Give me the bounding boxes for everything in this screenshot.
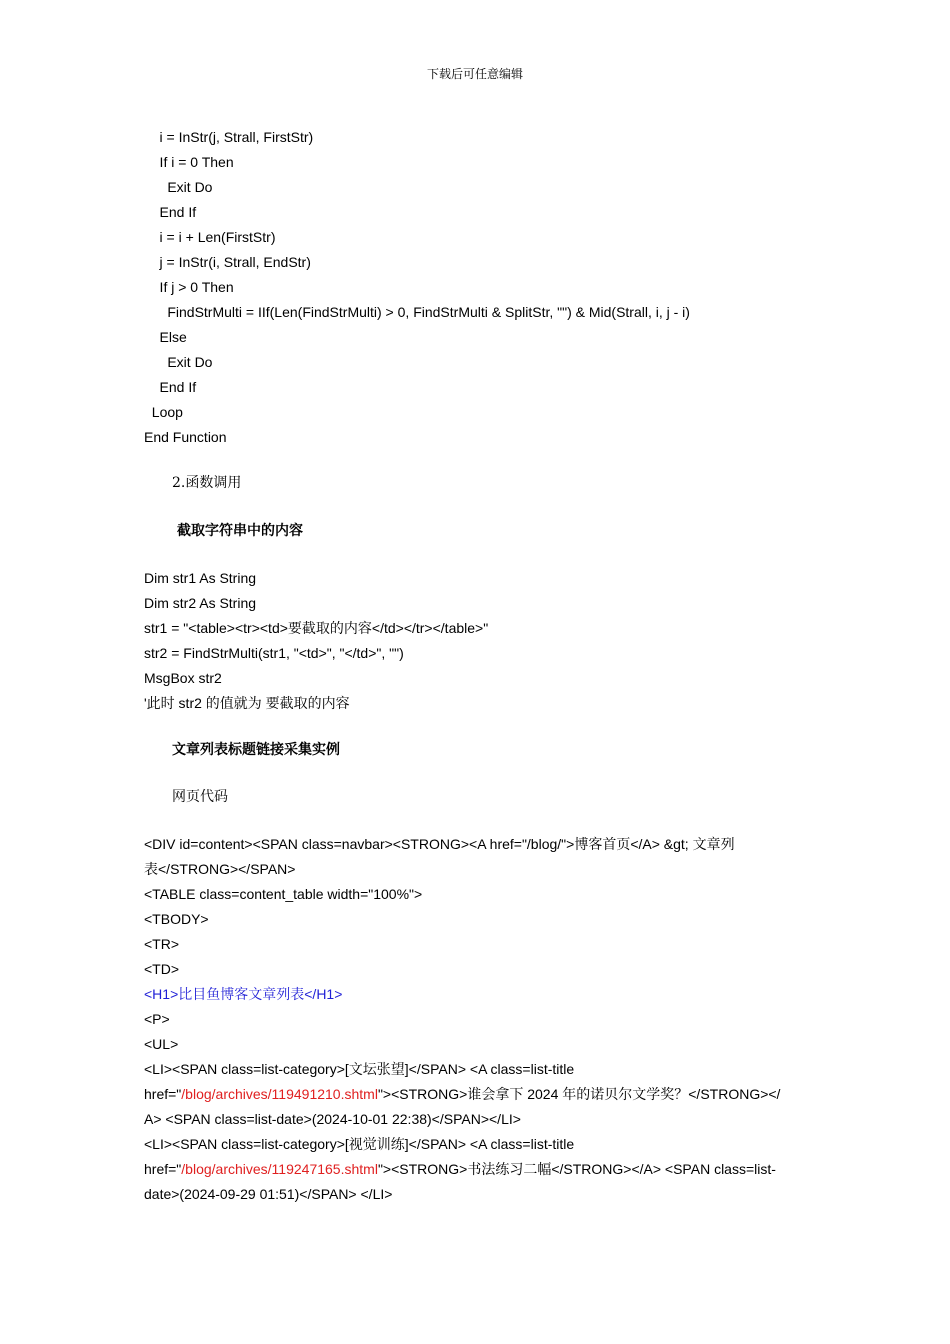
h1-open-tag: <H1> [144,986,179,1002]
code-line: MsgBox str2 [144,670,222,686]
html-code-line: <TABLE class=content_table width="100%"> [144,886,423,902]
html-code-line: <P> [144,1011,170,1027]
code-line: j = InStr(i, Strall, EndStr) [144,254,311,270]
html-code-line: <TD> [144,961,180,977]
code-line: Exit Do [144,179,213,195]
code-line: Dim str1 As String [144,570,257,586]
html-code-line: <DIV id=content><SPAN class=navbar><STRONG><A href="/blog/">博客首页</A> &gt; 文章列 [144,836,735,852]
html-code-line: 表</STRONG></SPAN> [144,861,296,877]
html-code-h1-line [144,985,342,1003]
section-title-function-call: 2.函数调用 [172,475,242,491]
code-line: If j > 0 Then [144,279,234,295]
h1-close-tag: </H1> [304,986,343,1002]
article-url: /blog/archives/119491210.shtml [181,1086,378,1102]
h1-text: 比目鱼博客文章列表 [178,986,305,1002]
section-title-extract: 截取字符串中的内容 [177,523,303,539]
code-line: Dim str2 As String [144,595,257,611]
code-line: str1 = "<table><tr><td>要截取的内容</td></tr></table>" [144,620,489,636]
code-line: str2 = FindStrMulti(str1, "<td>", "</td>", "") [144,645,404,661]
article-url: /blog/archives/119247165.shtml [181,1161,378,1177]
html-code-line [144,1160,776,1178]
html-code-line: <UL> [144,1036,179,1052]
html-code-line: <TBODY> [144,911,209,927]
html-code-line: date>(2024-09-29 01:51)</SPAN> </LI> [144,1186,393,1202]
code-line: End Function [144,429,227,445]
section-title-source: 网页代码 [172,789,228,805]
code-line: If i = 0 Then [144,154,234,170]
html-code-line: <TR> [144,936,180,952]
code-line: Else [144,329,187,345]
code-line: FindStrMulti = IIf(Len(FindStrMulti) > 0, FindStrMulti & SplitStr, "") & Mid(Strall, i, j - i) [144,304,690,320]
code-line: Loop [144,404,183,420]
code-line: i = i + Len(FirstStr) [144,229,276,245]
html-code-line: <LI><SPAN class=list-category>[文坛张望]</SPAN> <A class=list-title [144,1061,575,1077]
code-line: End If [144,379,197,395]
code-line: i = InStr(j, Strall, FirstStr) [144,129,314,145]
href-prefix: href=" [144,1161,182,1177]
code-comment: '此时 str2 的值就为 要截取的内容 [144,695,350,711]
code-line: Exit Do [144,354,213,370]
code-line: End If [144,204,197,220]
html-code-line: A> <SPAN class=list-date>(2024-10-01 22:38)</SPAN></LI> [144,1111,521,1127]
href-suffix: "><STRONG>谁会拿下 2024 年的诺贝尔文学奖？</STRONG></ [377,1086,781,1102]
href-prefix: href=" [144,1086,182,1102]
html-code-line: <LI><SPAN class=list-category>[视觉训练]</SPAN> <A class=list-title [144,1136,575,1152]
html-code-line [144,1085,780,1103]
page-header: 下载后可任意编辑 [426,67,523,81]
section-title-example: 文章列表标题链接采集实例 [172,742,340,758]
href-suffix: "><STRONG>书法练习二幅</STRONG></A> <SPAN class=list- [377,1161,776,1177]
